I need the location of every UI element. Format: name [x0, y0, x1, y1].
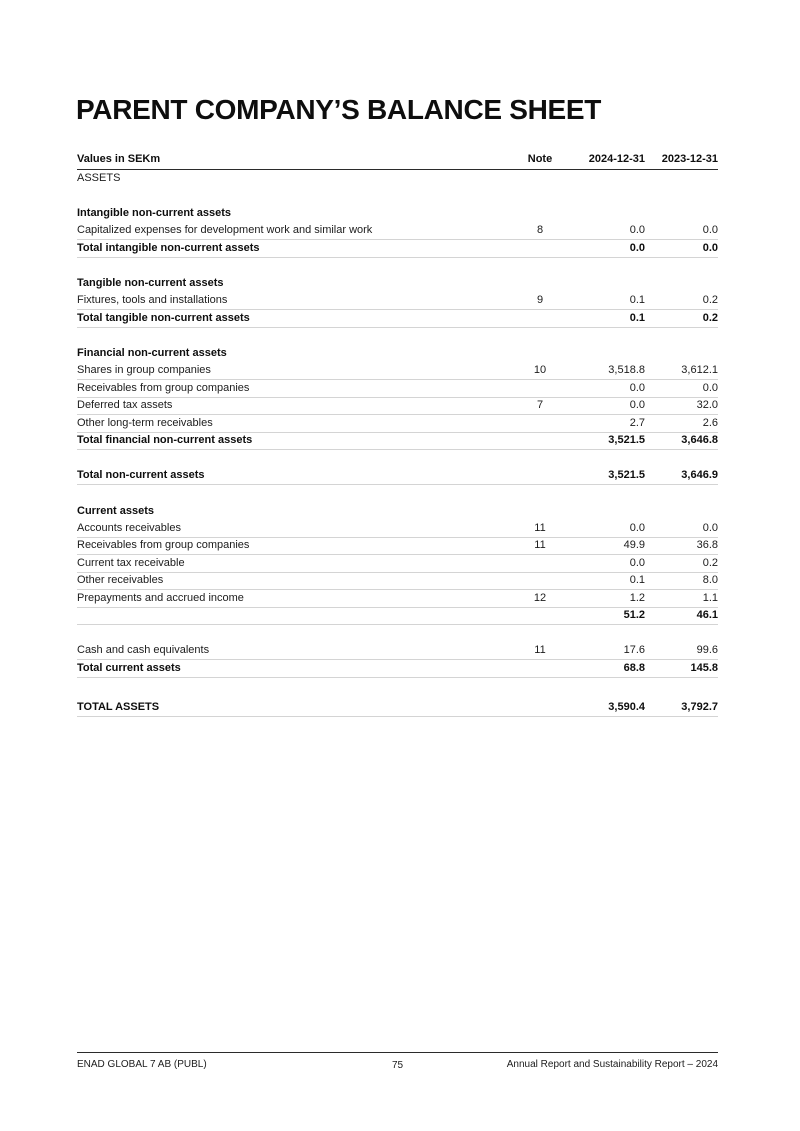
row-label: Receivables from group companies [77, 381, 250, 394]
footer-company-name: ENAD GLOBAL 7 AB (PUBL) [77, 1059, 207, 1070]
table-row [77, 643, 718, 661]
row-value-2024: 3,518.8 [608, 364, 645, 376]
row-value-2024: 68.8 [623, 661, 645, 674]
row-value-2023: 145.8 [690, 661, 718, 674]
table-row [77, 573, 718, 591]
table-row [77, 240, 718, 258]
row-value-2023: 8.0 [702, 574, 718, 586]
row-label: Current assets [77, 504, 155, 517]
page-title: PARENT COMPANY’S BALANCE SHEET [76, 94, 602, 125]
column-header-note: Note [527, 152, 553, 165]
table-row [77, 345, 718, 363]
row-value-2023: 3,646.9 [681, 469, 718, 481]
page-footer [77, 1052, 718, 1070]
row-note: 9 [536, 294, 544, 306]
row-label: Total non-current assets [77, 469, 205, 481]
table-row [77, 555, 718, 573]
row-label: TOTAL ASSETS [77, 701, 160, 713]
table-row [77, 538, 718, 556]
row-value-2024: 49.9 [623, 539, 645, 551]
row-value-2023: 32.0 [696, 399, 718, 411]
spacer-row [77, 188, 718, 206]
row-value-2024: 51.2 [623, 609, 645, 621]
footer-page-number: 75 [391, 1060, 404, 1071]
table-row [77, 700, 718, 718]
row-value-2023: 2.6 [702, 416, 718, 429]
table-row [77, 433, 718, 451]
spacer-row [77, 625, 718, 643]
row-value-2023: 0.0 [702, 241, 718, 254]
row-value-2024: 0.0 [629, 241, 645, 254]
row-value-2024: 3,521.5 [608, 434, 645, 446]
row-note: 8 [536, 224, 544, 236]
balance-sheet-rows [77, 170, 718, 717]
row-label: Other receivables [77, 574, 164, 586]
row-label: Tangible non-current assets [77, 277, 224, 289]
balance-sheet-table [77, 150, 718, 717]
table-row [77, 520, 718, 538]
row-value-2023: 36.8 [696, 539, 718, 551]
row-value-2024: 1.2 [629, 591, 645, 604]
row-value-2023: 0.2 [702, 294, 718, 306]
column-header-values-in-sekm: Values in SEKm [77, 152, 161, 165]
row-value-2024: 17.6 [623, 644, 645, 656]
spacer-row [77, 485, 718, 503]
row-value-2023: 0.0 [702, 381, 718, 394]
table-row [77, 608, 718, 626]
row-label: Accounts receivables [77, 521, 181, 534]
row-label: Fixtures, tools and installations [77, 294, 228, 306]
spacer-row [77, 328, 718, 346]
row-label: Total intangible non-current assets [77, 241, 260, 254]
row-label: Prepayments and accrued income [77, 591, 244, 604]
column-header-2023-12-31: 2023-12-31 [661, 152, 718, 165]
row-label: Financial non-current assets [77, 347, 227, 359]
row-label: ASSETS [77, 172, 121, 184]
table-row [77, 310, 718, 328]
table-row [77, 223, 718, 241]
table-row [77, 415, 718, 433]
table-row [77, 468, 718, 486]
row-value-2024: 0.1 [629, 311, 645, 324]
row-label: Intangible non-current assets [77, 207, 232, 219]
row-label: Receivables from group companies [77, 539, 250, 551]
row-value-2023: 0.0 [702, 521, 718, 534]
column-header-2024-12-31: 2024-12-31 [588, 152, 645, 165]
row-label: Current tax receivable [77, 556, 185, 569]
row-note: 11 [534, 521, 546, 534]
table-row [77, 590, 718, 608]
table-row [77, 205, 718, 223]
row-label: Total tangible non-current assets [77, 311, 250, 324]
spacer-row [77, 258, 718, 276]
row-value-2024: 0.1 [629, 294, 645, 306]
row-value-2024: 2.7 [629, 416, 645, 429]
table-row [77, 503, 718, 521]
table-row [77, 398, 718, 416]
row-value-2023: 0.2 [702, 311, 718, 324]
row-value-2023: 3,612.1 [681, 364, 718, 376]
row-value-2023: 1.1 [702, 591, 718, 604]
row-label: Other long-term receivables [77, 416, 213, 429]
table-row [77, 293, 718, 311]
row-value-2023: 99.6 [696, 644, 718, 656]
table-row [77, 275, 718, 293]
row-label: Deferred tax assets [77, 399, 173, 411]
row-value-2024: 0.0 [629, 381, 645, 394]
footer-report-title: Annual Report and Sustainability Report – 2024 [506, 1059, 718, 1070]
row-value-2024: 0.0 [629, 224, 645, 236]
row-value-2024: 3,521.5 [608, 469, 645, 481]
row-value-2024: 0.0 [629, 521, 645, 534]
row-value-2023: 3,792.7 [681, 701, 718, 713]
row-value-2024: 0.0 [629, 399, 645, 411]
row-note: 11 [534, 644, 546, 656]
row-label: Shares in group companies [77, 364, 211, 376]
row-note: 11 [534, 539, 546, 551]
row-label: Capitalized expenses for development work and similar work [77, 224, 373, 236]
row-note: 12 [533, 591, 547, 604]
row-value-2024: 0.1 [629, 574, 645, 586]
row-value-2023: 0.0 [702, 224, 718, 236]
table-row [77, 170, 718, 188]
row-value-2024: 3,590.4 [608, 701, 645, 713]
row-value-2024: 0.0 [629, 556, 645, 569]
row-note: 7 [536, 399, 544, 411]
table-row [77, 660, 718, 678]
row-label: Cash and cash equivalents [77, 644, 210, 656]
spacer-row [77, 450, 718, 468]
row-value-2023: 3,646.8 [681, 434, 718, 446]
table-header-row [77, 150, 718, 170]
row-label: Total current assets [77, 661, 181, 674]
row-value-2023: 0.2 [702, 556, 718, 569]
row-label: Total financial non-current assets [77, 434, 253, 446]
row-note: 10 [533, 364, 547, 376]
spacer-row [77, 678, 718, 700]
table-row [77, 363, 718, 381]
table-row [77, 380, 718, 398]
row-value-2023: 46.1 [696, 609, 718, 621]
